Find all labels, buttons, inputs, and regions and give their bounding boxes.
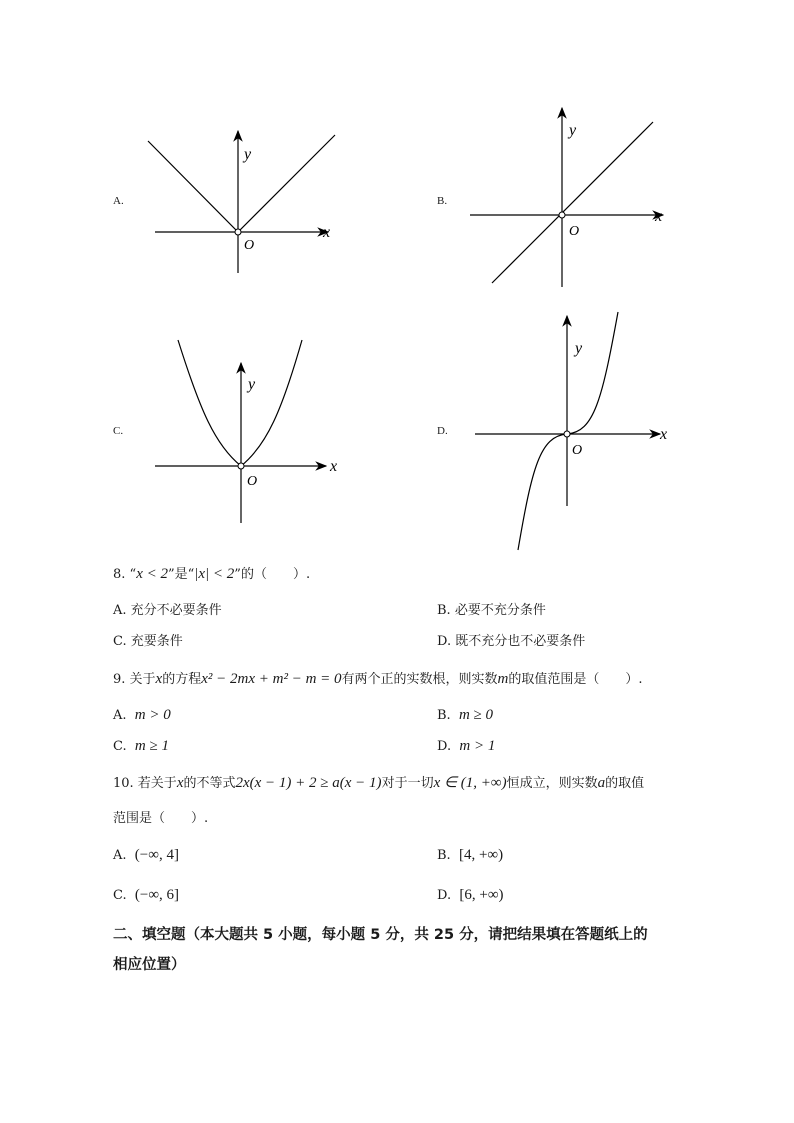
question-8-condition-2: |x| < 2 [194, 566, 235, 582]
question-8-number: 8. “ [113, 567, 137, 582]
graph-c [150, 335, 345, 525]
origin-label: O [244, 238, 255, 253]
origin-label: O [569, 224, 580, 239]
question-10-text-3: 对于一切 [381, 776, 434, 791]
question-10-line-2: 范围是（ ）. [113, 811, 209, 826]
graph-d [470, 308, 680, 553]
question-9-text-2: 的方程 [162, 672, 202, 687]
question-9-text-1: 9. 关于 [113, 672, 156, 687]
y-axis-label: y [248, 376, 256, 393]
section-2-heading-line-2: 相应位置） [113, 957, 186, 973]
question-8-option-a[interactable]: A. 充分不必要条件 [113, 603, 222, 618]
question-10-text-2: 的不等式 [183, 776, 236, 791]
question-8-option-b[interactable]: B. 必要不充分条件 [437, 603, 546, 618]
y-axis-label: y [575, 340, 583, 357]
question-10 [113, 775, 644, 792]
question-9-var-x: x [155, 671, 163, 687]
section-2-heading-line-1: 二、填空题（本大题共 5 小题，每小题 5 分，共 25 分，请把结果填在答题纸上的 [113, 927, 648, 943]
question-9 [113, 671, 643, 688]
y-axis-label: y [244, 146, 252, 163]
origin-label: O [572, 443, 583, 458]
x-axis-label: x [660, 426, 668, 443]
question-9-text-4: 的取值范围是（ ）. [508, 672, 643, 687]
question-8-connector: ”是“ [167, 567, 195, 582]
x-axis-label: x [330, 458, 338, 475]
question-10-text-4: 恒成立，则实数 [506, 776, 598, 791]
question-10-text-5: 的取值 [605, 776, 645, 791]
question-10-inequality: 2x(x − 1) + 2 ≥ a(x − 1) [235, 775, 382, 791]
question-9-option-c[interactable]: C. m ≥ 1 [113, 738, 169, 754]
question-8-option-c[interactable]: C. 充要条件 [113, 634, 183, 649]
question-9-option-d[interactable]: D. m > 1 [437, 738, 496, 754]
origin-label: O [247, 474, 258, 489]
question-10-option-b[interactable]: B. [4, +∞) [437, 847, 504, 863]
question-9-option-a[interactable]: A. m > 0 [113, 707, 171, 723]
option-label-d: D. [437, 425, 448, 437]
question-10-domain: x ∈ (1, +∞) [433, 775, 507, 791]
question-10-text-1: 10. 若关于 [113, 776, 177, 791]
y-axis-label: y [569, 122, 577, 139]
question-10-var-a: a [597, 775, 606, 791]
section-2-heading [113, 925, 693, 975]
question-9-text-3: 有两个正的实数根，则实数 [341, 672, 498, 687]
question-8-tail: ”的（ ）. [234, 567, 311, 582]
question-8-condition-1: x < 2 [136, 566, 168, 582]
option-label-b: B. [437, 195, 448, 207]
question-9-var-m: m [497, 671, 509, 687]
question-8-option-d[interactable]: D. 既不充分也不必要条件 [437, 634, 586, 649]
question-9-equation: x² − 2mx + m² − m = 0 [201, 671, 342, 687]
question-8 [113, 566, 310, 583]
graph-b [465, 105, 675, 290]
option-label-c: C. [113, 425, 124, 437]
question-10-var-x: x [176, 775, 184, 791]
x-axis-label: x [655, 208, 663, 225]
graph-a [140, 125, 345, 275]
option-label-a: A. [113, 195, 124, 207]
x-axis-label: x [323, 224, 331, 241]
question-10-option-d[interactable]: D. [6, +∞) [437, 887, 504, 903]
question-9-option-b[interactable]: B. m ≥ 0 [437, 707, 494, 723]
question-10-option-c[interactable]: C. (−∞, 6] [113, 887, 180, 903]
question-10-option-a[interactable]: A. (−∞, 4] [113, 847, 179, 863]
